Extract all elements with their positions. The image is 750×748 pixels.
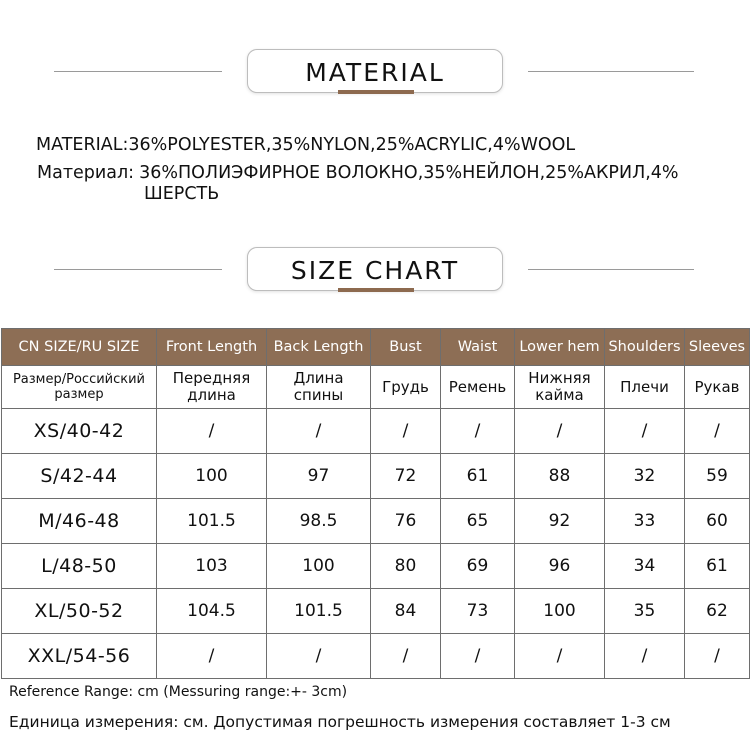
header-cell-en: Lower hem (515, 329, 605, 366)
measurement-cell: / (157, 409, 267, 454)
header-row-english (2, 329, 750, 366)
header-cell-ru: Передняя длина (157, 366, 267, 409)
header-cell-en: Sleeves (685, 329, 750, 366)
measurement-cell: 101.5 (157, 499, 267, 544)
measurement-cell: / (685, 409, 750, 454)
measurement-cell: / (685, 634, 750, 679)
size-chart-table (1, 328, 750, 679)
measurement-cell: / (157, 634, 267, 679)
measurement-cell: / (371, 634, 441, 679)
header-cell-en: Bust (371, 329, 441, 366)
measurement-cell: 69 (441, 544, 515, 589)
measurement-cell: / (605, 409, 685, 454)
measurement-cell: 103 (157, 544, 267, 589)
header-cell-ru: Рукав (685, 366, 750, 409)
measurement-cell: / (441, 634, 515, 679)
measurement-cell: / (515, 634, 605, 679)
title-accent-underline (338, 288, 414, 292)
header-cell-en: Front Length (157, 329, 267, 366)
header-cell-en: CN SIZE/RU SIZE (2, 329, 157, 366)
header-row-russian (2, 366, 750, 409)
measurement-cell: 97 (267, 454, 371, 499)
measurement-cell: 32 (605, 454, 685, 499)
header-cell-ru: Длина спины (267, 366, 371, 409)
header-cell-en: Back Length (267, 329, 371, 366)
header-cell-ru: Размер/Российский размер (2, 366, 157, 409)
size-label-cell: M/46-48 (2, 499, 157, 544)
measurement-cell: 34 (605, 544, 685, 589)
measurement-cell: / (371, 409, 441, 454)
table-row (2, 499, 750, 544)
measurement-cell: 73 (441, 589, 515, 634)
measurement-cell: 35 (605, 589, 685, 634)
measurement-cell: 60 (685, 499, 750, 544)
header-cell-ru: Ремень (441, 366, 515, 409)
size-chart-section-header (0, 247, 750, 293)
size-label-cell: L/48-50 (2, 544, 157, 589)
divider-line-right (528, 71, 694, 72)
measurement-cell: 104.5 (157, 589, 267, 634)
measurement-cell: / (515, 409, 605, 454)
divider-line-right (528, 269, 694, 270)
measurement-cell: 84 (371, 589, 441, 634)
size-label-cell: S/42-44 (2, 454, 157, 499)
measurement-cell: / (267, 409, 371, 454)
material-ru-label: Материал: (37, 163, 135, 183)
measurement-cell: 76 (371, 499, 441, 544)
measurement-cell: / (267, 634, 371, 679)
material-ru-value-line1: 36%ПОЛИЭФИРНОЕ ВОЛОКНО,35%НЕЙЛОН,25%АКРИЛ,4% (139, 163, 679, 183)
size-chart-title-pill (247, 247, 503, 291)
material-en-line (36, 135, 575, 155)
measurement-cell: 100 (267, 544, 371, 589)
measurement-cell: 72 (371, 454, 441, 499)
title-accent-underline (338, 90, 414, 94)
measurement-cell: 100 (515, 589, 605, 634)
material-title-pill (247, 49, 503, 93)
material-section-header (0, 49, 750, 95)
divider-line-left (54, 71, 222, 72)
measurement-cell: / (441, 409, 515, 454)
material-ru-value-line2: ШЕРСТЬ (144, 184, 220, 204)
size-chart-title: SIZE CHART (290, 256, 460, 285)
table-row (2, 589, 750, 634)
material-title: MATERIAL (305, 58, 445, 87)
measurement-cell: 61 (685, 544, 750, 589)
reference-range-note: Reference Range: cm (Messuring range:+- 3cm) (9, 684, 348, 700)
measurement-cell: 98.5 (267, 499, 371, 544)
measurement-cell: 62 (685, 589, 750, 634)
measurement-cell: 33 (605, 499, 685, 544)
table-row (2, 454, 750, 499)
measurement-note-ru: Единица измерения: см. Допустимая погрешность измерения составляет 1-3 см (9, 713, 671, 731)
measurement-cell: 92 (515, 499, 605, 544)
size-label-cell: XL/50-52 (2, 589, 157, 634)
table-row (2, 634, 750, 679)
measurement-cell: / (605, 634, 685, 679)
size-label-cell: XXL/54-56 (2, 634, 157, 679)
measurement-cell: 80 (371, 544, 441, 589)
divider-line-left (54, 269, 222, 270)
material-en-value: 36%POLYESTER,35%NYLON,25%ACRYLIC,4%WOOL (128, 135, 576, 155)
measurement-cell: 59 (685, 454, 750, 499)
measurement-cell: 96 (515, 544, 605, 589)
table-row (2, 544, 750, 589)
header-cell-ru: Плечи (605, 366, 685, 409)
measurement-cell: 61 (441, 454, 515, 499)
measurement-cell: 65 (441, 499, 515, 544)
header-cell-ru: Грудь (371, 366, 441, 409)
table-row (2, 409, 750, 454)
material-ru-line (37, 163, 679, 183)
header-cell-en: Waist (441, 329, 515, 366)
measurement-cell: 100 (157, 454, 267, 499)
size-label-cell: XS/40-42 (2, 409, 157, 454)
material-en-label: MATERIAL: (36, 135, 129, 155)
measurement-cell: 88 (515, 454, 605, 499)
header-cell-ru: Нижняя кайма (515, 366, 605, 409)
header-cell-en: Shoulders (605, 329, 685, 366)
measurement-cell: 101.5 (267, 589, 371, 634)
